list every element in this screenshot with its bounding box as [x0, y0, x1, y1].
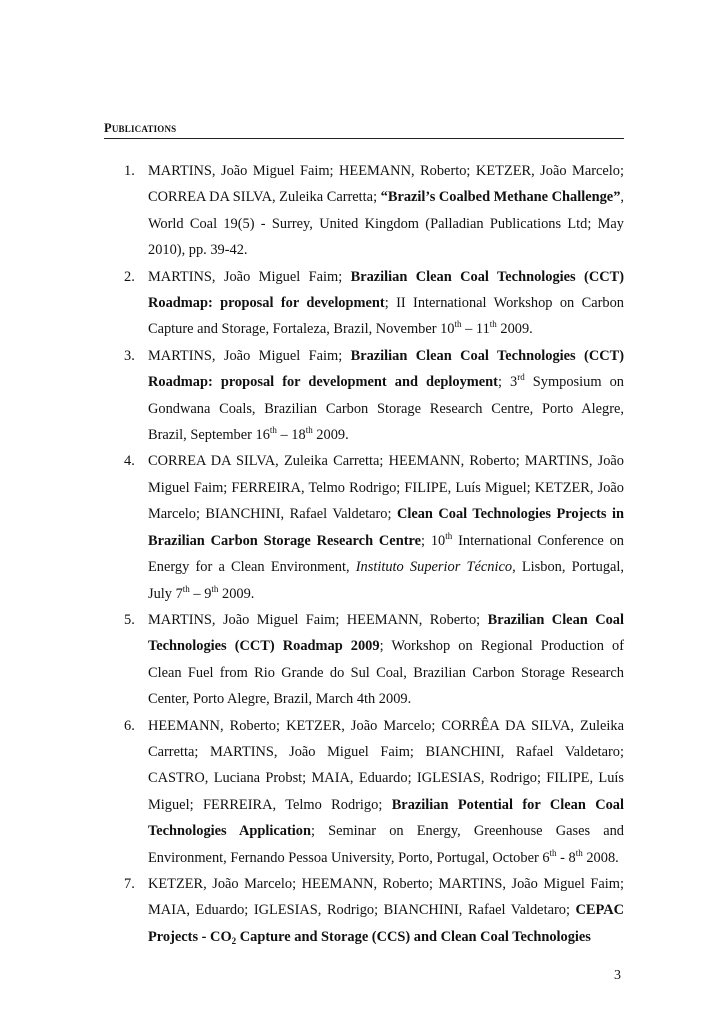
item-title: Brazilian Clean Coal Technologies (CCT) Roadmap: proposal for development	[148, 268, 625, 312]
ordinal-suffix: th	[549, 847, 557, 858]
publication-item	[104, 448, 624, 606]
item-authors: CORREA DA SILVA, Zuleika Carretta; HEEMANN, Roberto; MARTINS, João Miguel Faim; FERREIRA, Telmo Rodrigo; FILIPE, Luís Miguel; KETZER, João Marcelo; BIANCHINI, Rafael Valdetaro;	[148, 453, 624, 523]
item-number: 1.	[124, 163, 135, 179]
item-authors: MARTINS, João Miguel Faim; HEEMANN, Roberto; KETZER, João Marcelo; CORREA DA SILVA, Zuleika Carretta;	[148, 163, 624, 206]
item-number: 6.	[124, 717, 135, 734]
item-details: Symposium on Gondwana Coals, Brazilian Carbon Storage Research Centre, Porto Alegre, Brazil, September 16	[148, 374, 624, 444]
item-details: , Lisbon, Portugal, July 7	[148, 559, 624, 602]
item-title: Brazilian Clean Coal Technologies (CCT) Roadmap: proposal for development and deployment	[148, 347, 625, 391]
item-title: Brazilian Potential for Clean Coal Technologies Application	[148, 796, 624, 840]
item-title: Clean Coal Technologies Projects in Brazilian Carbon Storage Research Centre	[148, 506, 624, 549]
item-details: – 9	[189, 585, 212, 602]
item-number: 2.	[124, 268, 135, 285]
item-authors: MARTINS, João Miguel Faim; HEEMANN, Roberto;	[148, 611, 488, 628]
item-details: International Conference on Energy for a Clean Environment,	[148, 532, 624, 576]
heading-rule	[104, 138, 624, 139]
item-details: ; 10	[421, 532, 446, 549]
ordinal-suffix: th	[269, 425, 277, 436]
ordinal-suffix: th	[305, 425, 313, 436]
item-number: 3.	[124, 347, 135, 364]
item-number: 5.	[124, 611, 135, 628]
item-details: , World Coal 19(5) - Surrey, United Kingdom (Palladian Publications Ltd; May 2010), pp. 39-42.	[148, 189, 624, 259]
item-details: 2009.	[496, 321, 533, 338]
item-details: ; Seminar on Energy, Greenhouse Gases and Environment, Fernando Pessoa University, Porto, Portugal, October 6	[148, 823, 624, 866]
item-authors: MARTINS, João Miguel Faim;	[148, 347, 351, 364]
section-heading: Publications	[104, 121, 177, 135]
item-number: 4.	[124, 453, 135, 470]
item-details: - 8	[556, 849, 576, 866]
item-details: – 18	[276, 427, 306, 444]
item-details: ; 3	[497, 374, 518, 391]
ordinal-suffix: th	[182, 583, 190, 594]
publication-item	[104, 871, 624, 950]
item-institution: Instituto Superior Técnico	[355, 559, 513, 576]
item-title-part: Capture and Storage (CCS) and Clean Coal Technologies	[236, 928, 591, 945]
ordinal-suffix: th	[454, 319, 462, 330]
publication-item	[104, 264, 624, 343]
publication-item	[104, 343, 624, 449]
ordinal-suffix: rd	[517, 372, 525, 383]
item-details: 2009.	[312, 427, 349, 444]
publication-item	[104, 607, 624, 713]
item-details: 2008.	[582, 849, 619, 866]
item-details: 2009.	[218, 585, 255, 602]
ordinal-suffix: th	[211, 583, 219, 594]
item-title-part: CEPAC Projects - CO	[148, 902, 624, 945]
item-number: 7.	[124, 875, 135, 892]
item-details: – 11	[461, 321, 490, 338]
item-authors: HEEMANN, Roberto; KETZER, João Marcelo; CORRÊA DA SILVA, Zuleika Carretta; MARTINS, João Miguel Faim; BIANCHINI, Rafael Valdetaro; CASTRO, Luciana Probst; MAIA, Eduardo; IGLESIAS, Rodrigo; FILIPE, Luís Miguel; FERREIRA, Telmo Rodrigo;	[148, 717, 624, 813]
ordinal-suffix: th	[575, 847, 583, 858]
page-number: 3	[614, 968, 621, 983]
item-title: Brazilian Clean Coal Technologies (CCT) Roadmap 2009	[148, 611, 624, 655]
ordinal-suffix: th	[489, 319, 497, 330]
item-title: “Brazil’s Coalbed Methane Challenge”	[380, 189, 621, 206]
publication-item	[104, 713, 624, 871]
item-details: ; Workshop on Regional Production of Clean Fuel from Rio Grande do Sul Coal, Brazilian Carbon Storage Research Center, Porto Alegre, Brazil, March 4th 2009.	[148, 638, 624, 708]
subscript: 2	[231, 935, 237, 946]
item-details: ; II International Workshop on Carbon Capture and Storage, Fortaleza, Brazil, November 10	[148, 295, 624, 338]
item-authors: KETZER, João Marcelo; HEEMANN, Roberto; MARTINS, João Miguel Faim; MAIA, Eduardo; IGLESIAS, Rodrigo; BIANCHINI, Rafael Valdetaro;	[148, 875, 624, 919]
publication-item	[104, 158, 624, 264]
ordinal-suffix: th	[445, 530, 453, 541]
publication-list	[104, 158, 624, 950]
item-authors: MARTINS, João Miguel Faim;	[148, 268, 351, 285]
